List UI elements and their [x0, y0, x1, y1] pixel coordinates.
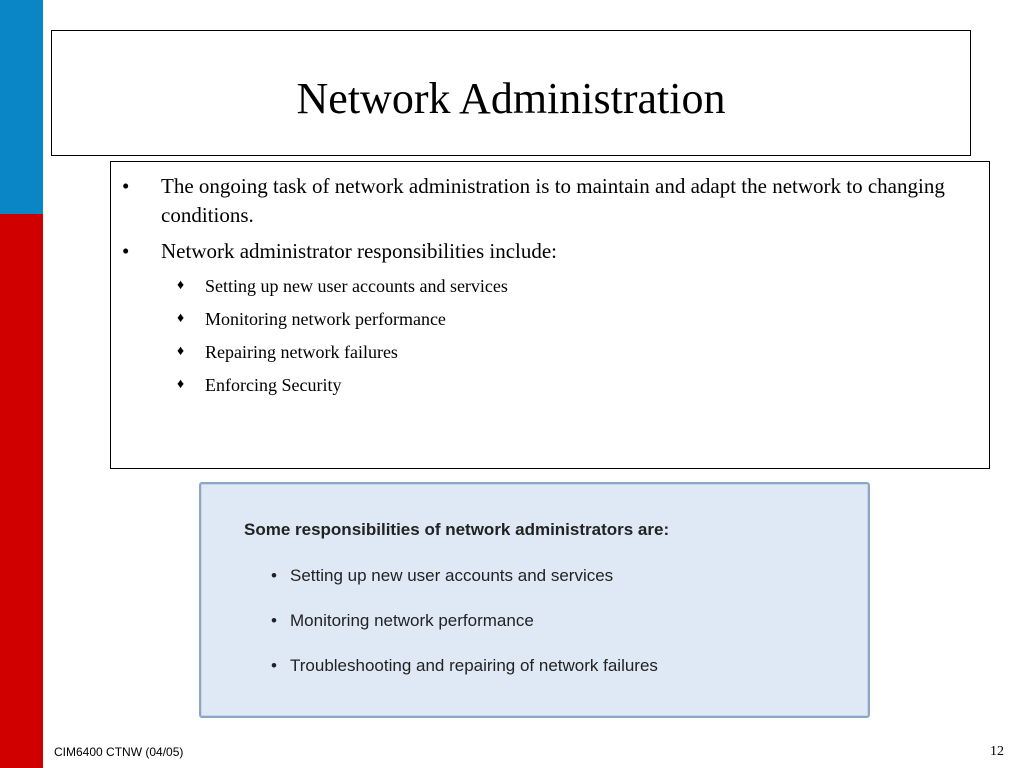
sub-bullet-text: Monitoring network performance [205, 309, 446, 329]
bullet-text: Network administrator responsibilities include: [161, 239, 558, 263]
figure-item-text: Setting up new user accounts and services [290, 566, 614, 585]
bullet-text: The ongoing task of network administration is to maintain and adapt the network to changing conditions. [161, 174, 945, 227]
bullet-icon: • [271, 566, 277, 585]
diamond-icon: ♦ [177, 278, 185, 293]
footer-course: CIM6400 CTNW (04/05) [54, 745, 184, 759]
title-box [51, 30, 971, 156]
diamond-icon: ♦ [177, 311, 185, 326]
content-box [110, 161, 990, 469]
side-bar-blue [0, 0, 43, 214]
figure-item-text: Monitoring network performance [290, 611, 534, 630]
page-number: 12 [990, 744, 1004, 759]
sub-bullet-text: Enforcing Security [205, 375, 342, 395]
bullet-icon: • [271, 611, 277, 630]
responsibilities-figure [199, 482, 870, 718]
bullet-icon: • [122, 174, 130, 198]
sub-bullet-text: Setting up new user accounts and services [205, 276, 508, 296]
figure-heading: Some responsibilities of network administrators are: [244, 520, 670, 539]
bullet-icon: • [271, 656, 277, 675]
sub-bullet-text: Repairing network failures [205, 342, 398, 362]
slide-title: Network Administration [296, 74, 726, 123]
side-bar-red [0, 214, 43, 768]
diamond-icon: ♦ [177, 377, 185, 392]
bullet-icon: • [122, 239, 130, 263]
figure-item-text: Troubleshooting and repairing of network failures [290, 656, 658, 675]
diamond-icon: ♦ [177, 344, 185, 359]
